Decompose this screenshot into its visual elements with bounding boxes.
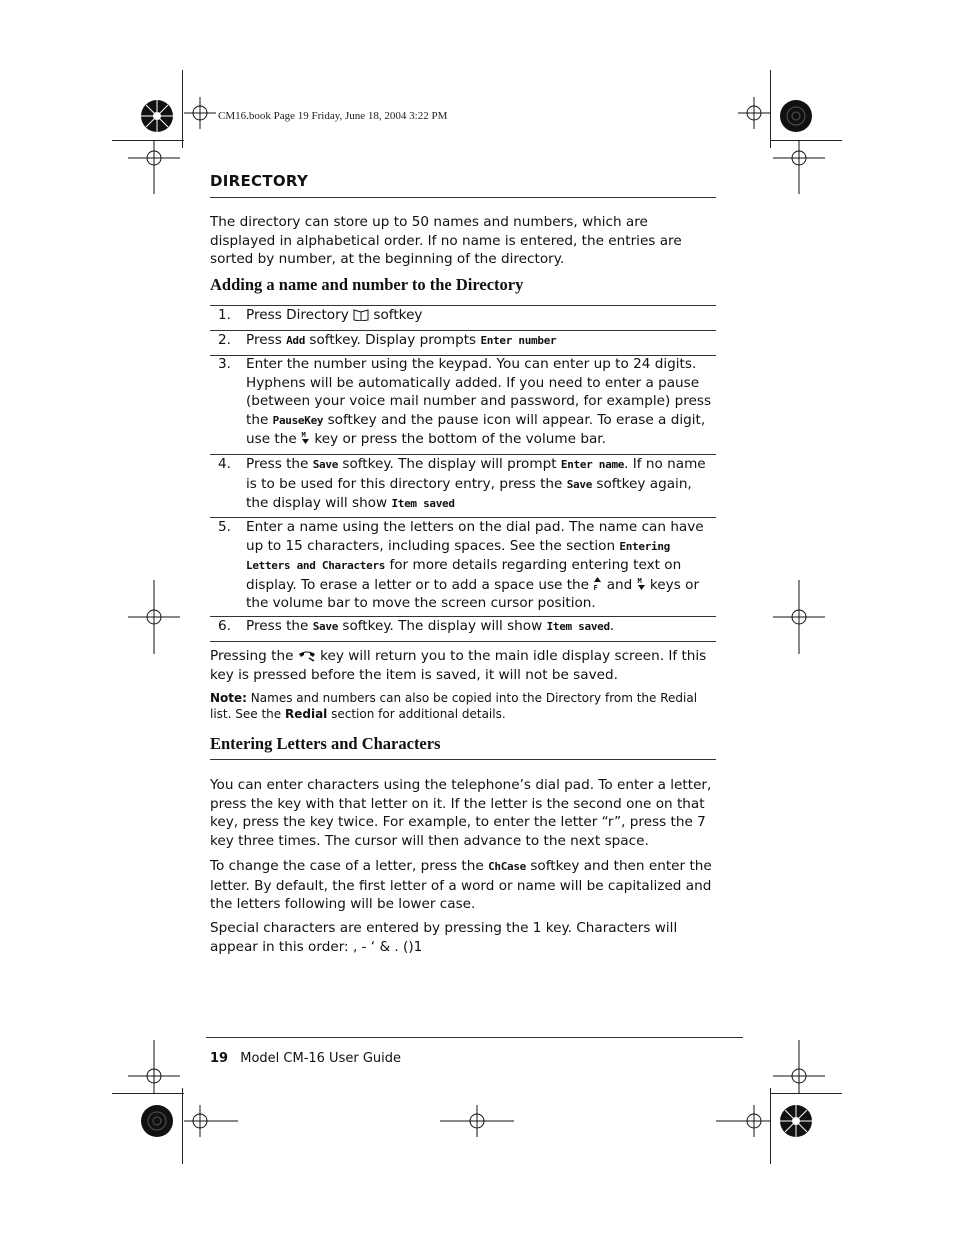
display-prompt: Enter number	[480, 334, 557, 347]
svg-text:M: M	[301, 431, 306, 439]
step-number: 6.	[218, 618, 231, 634]
end-key-paragraph	[210, 647, 716, 684]
step-text: softkey. Display prompts	[309, 332, 477, 348]
paragraph-text: softkey and then enter the letter. By default, the first letter of a word or name will be capitalized and the letters following will be lower case.	[210, 858, 712, 912]
note-text: Names and numbers can also be copied into the Directory from the Redial list. See the	[210, 691, 698, 721]
step-text: .	[609, 618, 615, 634]
step-number: 5.	[218, 519, 231, 535]
down-arrow-key-icon	[637, 576, 646, 591]
chcase-softkey-label: ChCase	[488, 860, 526, 873]
entering-paragraph-1: You can enter characters using the telephone’s dial pad. To enter a letter, press the key with that letter on it. If the letter is the second one on that key, press the key twice. For example, to enter the letter “r”, press the 7 key three times. The cursor will then advance to the next space.	[210, 777, 712, 849]
save-softkey-label: Save	[566, 477, 593, 491]
page-number: 19	[210, 1051, 229, 1066]
end-call-handset-icon	[298, 649, 316, 662]
target-icon	[773, 580, 825, 654]
section-title: DIRECTORY	[210, 172, 309, 190]
print-info: CM16.book Page 19 Friday, June 18, 2004 3:22 PM	[218, 110, 448, 122]
step-text: . If no name is to be used for this directory entry, press the	[246, 456, 706, 492]
svg-text:M: M	[637, 576, 642, 585]
note-bold-term: Redial	[284, 707, 328, 721]
save-softkey-label: Save	[312, 458, 339, 471]
add-softkey-label: Add	[286, 334, 306, 347]
starburst-icon	[780, 100, 812, 132]
step-text: softkey again, the display will show	[246, 475, 692, 511]
target-icon	[128, 580, 180, 654]
table-rule	[210, 641, 716, 642]
step-number: 1.	[218, 307, 231, 323]
step-text: for more details regarding entering text on display. To erase a letter or to add a space use the	[246, 557, 682, 593]
display-message: Item saved	[391, 497, 455, 510]
entering-title: Entering Letters and Characters	[210, 734, 441, 753]
up-arrow-key-icon	[593, 576, 602, 591]
step-text: Enter a name using the letters on the dial pad. The name can have up to 15 characters, including spaces. See the section	[246, 519, 704, 554]
step-text: softkey and the pause icon will appear. To erase a digit, use the	[246, 411, 706, 447]
target-icon	[184, 97, 216, 129]
entering-paragraph-3: Special characters are entered by pressing the 1 key. Characters will appear in this order: , - ‘ & . ()1	[210, 920, 678, 955]
starburst-icon	[141, 100, 173, 132]
step-text: Press the	[246, 618, 309, 634]
section-rule	[210, 759, 716, 760]
step-number: 4.	[218, 456, 231, 472]
note-text: section for additional details.	[331, 707, 506, 721]
pausekey-softkey-label: PauseKey	[272, 413, 324, 427]
paragraph-text: Pressing the	[210, 648, 294, 664]
adding-title: Adding a name and number to the Directory	[210, 275, 524, 294]
step-text: Press Directory	[246, 307, 349, 323]
step-text: Press the	[246, 456, 309, 472]
display-prompt: Enter name	[560, 458, 625, 471]
target-icon	[128, 140, 180, 194]
step-text: keys or the volume bar to move the screen cursor position.	[246, 576, 700, 611]
footer-title: Model CM-16 User Guide	[240, 1051, 401, 1066]
step-number: 3.	[218, 356, 231, 372]
target-icon	[128, 1040, 180, 1094]
target-icon	[184, 1105, 238, 1137]
step-text: Enter the number using the keypad. You can enter up to 24 digits. Hyphens will be automatically added. If you need to enter a pause (between your voice mail number and password, for example) press the	[246, 356, 712, 428]
display-message: Item saved	[546, 620, 610, 633]
starburst-icon	[780, 1105, 812, 1137]
target-icon	[716, 1105, 770, 1137]
page-footer	[210, 1051, 401, 1066]
note-label: Note:	[210, 691, 247, 705]
down-arrow-key-icon	[301, 430, 310, 445]
intro-paragraph: The directory can store up to 50 names and numbers, which are displayed in alphabetical order. If no name is entered, the entries are sorted by number, at the beginning of the directory.	[210, 214, 682, 267]
step-text: softkey. The display will prompt	[342, 456, 557, 472]
step-text: softkey	[373, 307, 423, 323]
step-number: 2.	[218, 332, 231, 348]
note	[210, 690, 716, 722]
svg-text:F: F	[593, 583, 599, 591]
title-rule	[210, 197, 716, 198]
starburst-icon	[141, 1105, 173, 1137]
footer-rule	[206, 1037, 743, 1038]
target-icon	[773, 140, 825, 194]
step-text: Press	[246, 332, 282, 348]
section-reference: Entering Letters and Characters	[246, 539, 670, 572]
target-icon	[773, 1040, 825, 1094]
step-text: softkey. The display will show	[342, 618, 543, 634]
paragraph-text: To change the case of a letter, press the	[210, 858, 484, 874]
step-text: and	[606, 576, 633, 593]
directory-book-icon	[353, 308, 369, 321]
save-softkey-label: Save	[312, 620, 339, 633]
paragraph-text: key will return you to the main idle display screen. If this key is pressed before the item is saved, it will not be saved.	[210, 648, 707, 683]
target-icon	[440, 1105, 514, 1137]
target-icon	[738, 97, 770, 129]
step-text: key or press the bottom of the volume bar.	[314, 431, 606, 447]
entering-paragraph-2	[210, 857, 716, 914]
